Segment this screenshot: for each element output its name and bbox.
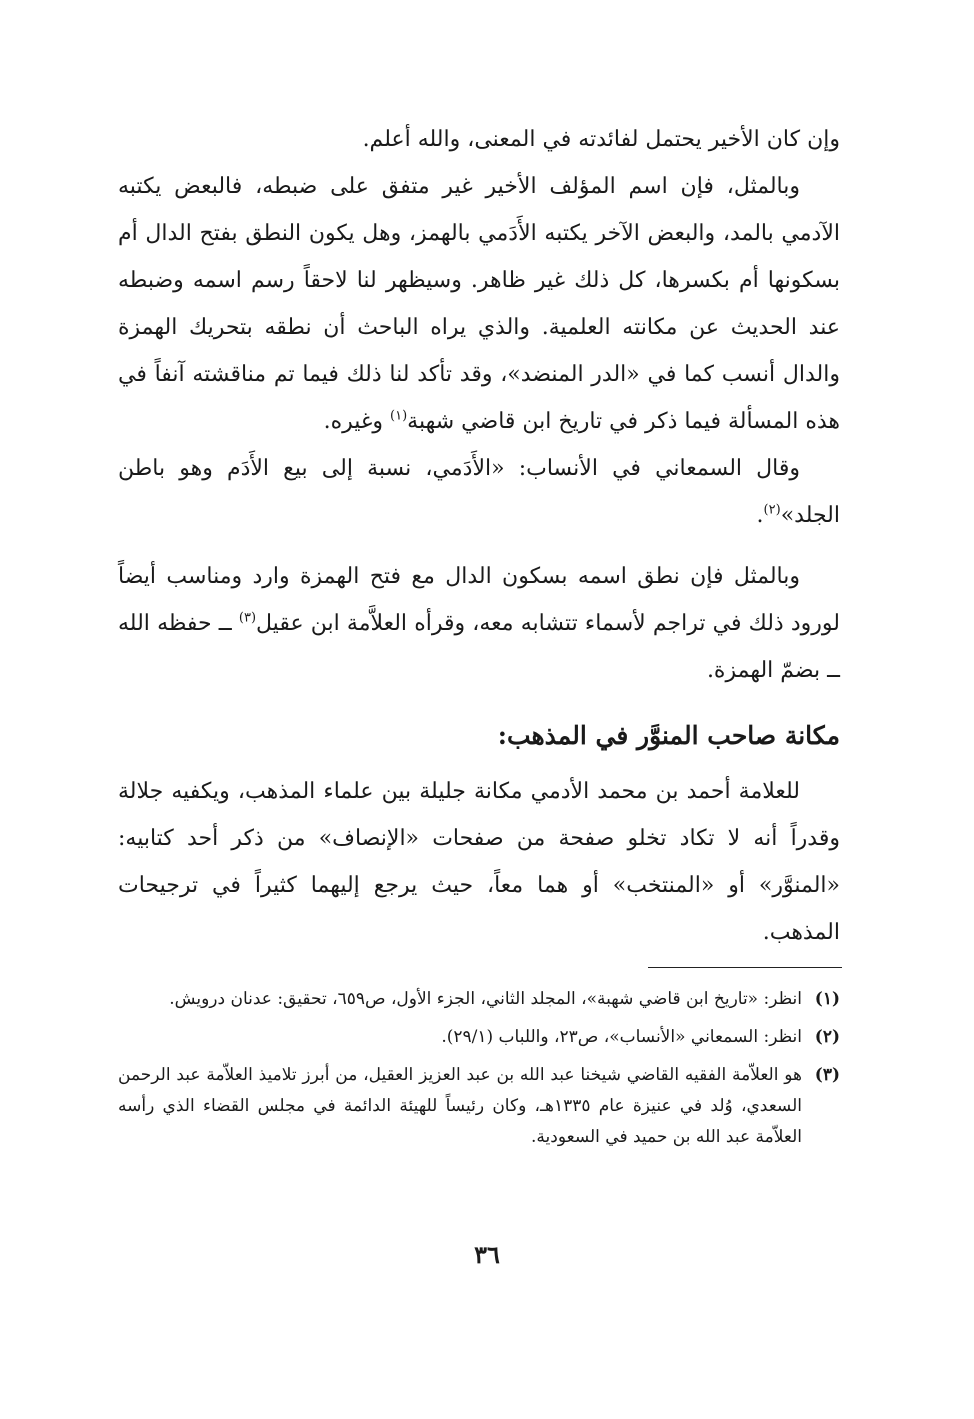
paragraph-3 xyxy=(118,445,840,539)
page-number: ٣٦ xyxy=(474,1240,500,1269)
main-text xyxy=(118,116,840,694)
paragraph-2 xyxy=(118,163,840,445)
paragraph-3-text: وقال السمعاني في الأنساب: «الأَدَمي، نسبة إلى بيع الأَدَم وهو باطن الجلد» xyxy=(118,456,840,528)
footnote-divider xyxy=(648,967,842,968)
paragraph-4-text: وبالمثل فإن نطق اسمه بسكون الدال مع فتح الهمزة وارد ومناسب أيضاً لورود ذلك في تراجم لأسماء تتشابه معه، وقرأه العلاَّمة ابن عقيل xyxy=(118,564,840,636)
paragraph-4-tail: ــ حفظه الله ــ بضمّ الهمزة. xyxy=(118,611,840,683)
footnote-text: انظر: السمعاني «الأنساب»، ص٢٣، واللباب (٢٩/١). xyxy=(441,1027,802,1047)
footnote-item xyxy=(118,984,840,1015)
paragraph-4 xyxy=(118,553,840,694)
paragraph-2-text: وبالمثل، فإن اسم المؤلف الأخير غير متفق على ضبطه، فالبعض يكتبه الآدمي بالمد، والبعض الآخر يكتبه الأَدَمي بالهمز، وهل يكون النطق بفتح الدال أم بسكونها أم بكسرها، كل ذلك غير ظاهر. وسيظهر لنا لاحقاً رسم اسمه وضبطه عند الحديث عن مكانته العلمية. والذي يراه الباحث أن نطقه بتحريك الهمزة والدال أنسب كما في «الدر المنضد»، وقد تأكد لنا ذلك فيما تم مناقشته آنفاً في هذه المسألة فيما ذكر في تاريخ ابن قاضي شهبة xyxy=(118,174,840,434)
paragraph-1-text: وإن كان الأخير يحتمل لفائدته في المعنى، والله أعلم. xyxy=(362,127,840,152)
paragraph-3-tail: . xyxy=(756,503,764,528)
section-heading: مكانة صاحب المنوَّر في المذهب: xyxy=(497,721,840,750)
footnotes xyxy=(118,984,840,1160)
section-paragraph: للعلامة أحمد بن محمد الأدمي مكانة جليلة بين علماء المذهب، ويكفيه جلالة وقدراً أنه لا تكاد تخلو صفحة من صفحات «الإنصاف» من ذكر أحد كتابيه: «المنوَّر» أو «المنتخب» أو هما معاً، حيث يرجع إليهما كثيراً في ترجيحات المذهب. xyxy=(118,779,840,945)
paragraph-1 xyxy=(118,116,840,163)
footnote-ref-2[interactable]: (٢) xyxy=(763,502,781,518)
footnote-item xyxy=(118,1060,840,1153)
footnote-number: (٣) xyxy=(814,1065,840,1085)
footnote-number: (٢) xyxy=(814,1027,840,1047)
paragraph-2-tail: وغيره. xyxy=(323,409,391,434)
footnote-ref-1[interactable]: (١) xyxy=(390,408,408,424)
footnote-number: (١) xyxy=(814,989,840,1009)
section-text xyxy=(118,768,840,956)
footnote-ref-3[interactable]: (٣) xyxy=(238,610,257,626)
footnote-text: انظر: «تاريخ ابن قاضي شهبة»، المجلد الثاني، الجزء الأول، ص٦٥٩، تحقيق: عدنان درويش. xyxy=(169,989,802,1009)
footnote-text: هو العلاّمة الفقيه القاضي شيخنا عبد الله بن عبد العزيز العقيل، من أبرز تلاميذ العلاّمة عبد الرحمن السعدي، وُلد في عنيزة عام ١٣٣٥هـ، وكان رئيساً للهيئة الدائمة في مجلس القضاء الذي رأسه العلاّمة عبد الله بن حميد في السعودية. xyxy=(118,1065,802,1147)
footnote-item xyxy=(118,1022,840,1053)
